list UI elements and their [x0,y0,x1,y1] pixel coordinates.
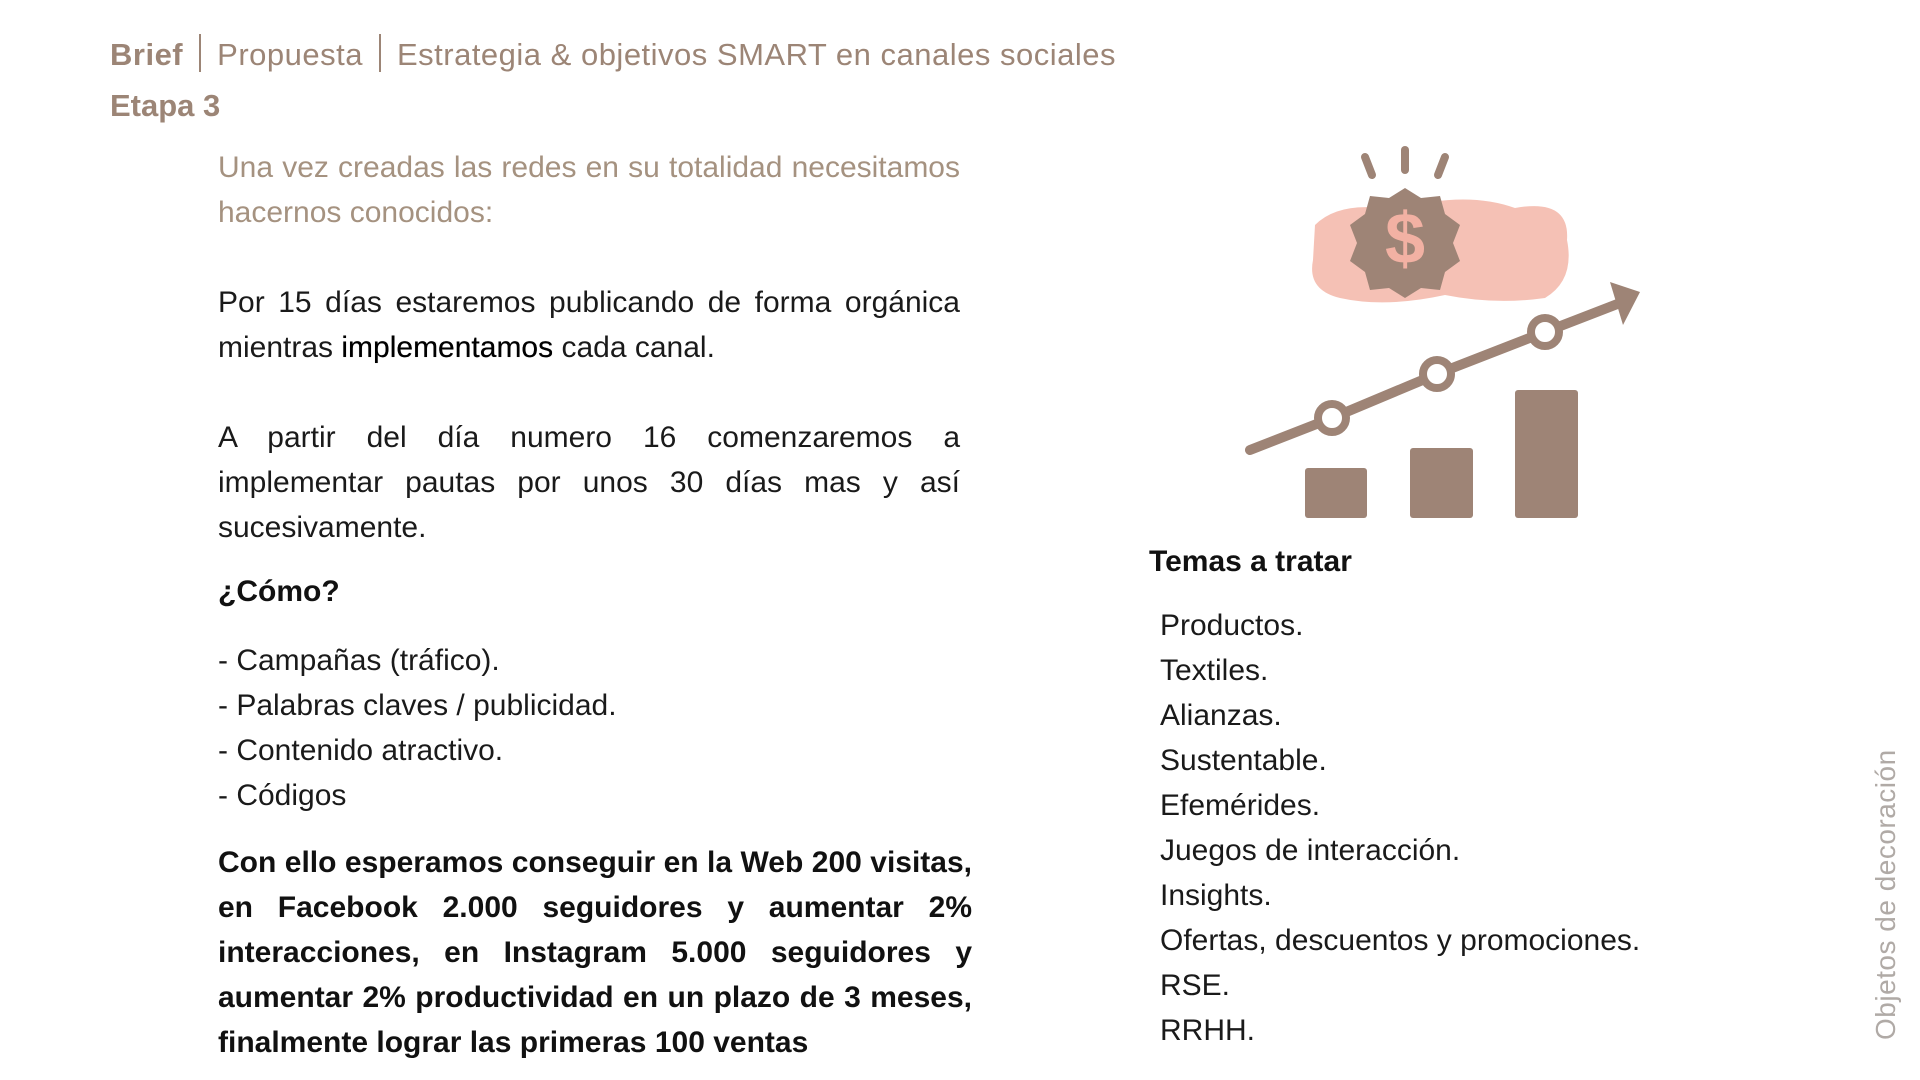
list-item: Alianzas. [1160,699,1282,732]
intro-paragraph: Una vez creadas las redes en su totalidad necesitamos hacernos conocidos: [218,151,960,229]
list-item: Efemérides. [1160,789,1321,822]
breadcrumb-strategy: Estrategia & objetivos SMART en canales sociales [396,37,1116,72]
dollar-symbol: $ [1384,199,1426,279]
organic-paragraph [218,280,960,370]
list-item: - Códigos [218,779,347,812]
list-item: - Campañas (tráfico). [218,644,500,677]
list-item: RSE. [1160,969,1231,1002]
organic-text-emphasis: implementamos [341,331,554,364]
topics-list [1160,603,1640,1053]
bar-medium [1410,448,1473,518]
topics-heading: Temas a tratar [1149,545,1352,578]
stage-title: Etapa 3 [110,88,221,123]
list-item: Insights. [1160,879,1272,912]
list-item: Juegos de interacción. [1160,834,1461,867]
breadcrumb [110,34,1116,73]
list-item: - Contenido atractivo. [218,734,504,767]
organic-text-start: Por 15 días estaremos publicando de forma orgánica mientras [218,286,960,364]
list-item: Productos. [1160,609,1304,642]
breadcrumb-proposal: Propuesta [217,37,363,72]
ads-paragraph: A partir del día numero 16 comenzaremos a implementar pautas por unos 30 días mas y así sucesivamente. [218,421,960,544]
list-item: Ofertas, descuentos y promociones. [1160,924,1641,957]
breadcrumb-separator [199,34,201,72]
goal-paragraph: Con ello esperamos conseguir en la Web 200 visitas, en Facebook 2.000 seguidores y aumentar 2% interacciones, en Instagram 5.000 seguidores y aumentar 2% productividad en un plazo de 3 meses, finalmente lograr las primeras 100 ventas [218,846,972,1059]
bar-large [1515,390,1578,518]
breadcrumb-brief: Brief [110,37,184,72]
list-item: - Palabras claves / publicidad. [218,689,617,722]
list-item: Textiles. [1160,654,1269,687]
list-item: Sustentable. [1160,744,1327,777]
money-growth-chart-icon [1245,130,1665,530]
how-list [218,638,617,818]
organic-text-end: cada canal. [553,331,715,364]
breadcrumb-separator [379,34,381,72]
side-label: Objetos de decoración [1870,749,1901,1040]
how-heading: ¿Cómo? [218,575,340,608]
list-item: RRHH. [1160,1014,1255,1047]
bar-small [1305,468,1367,518]
